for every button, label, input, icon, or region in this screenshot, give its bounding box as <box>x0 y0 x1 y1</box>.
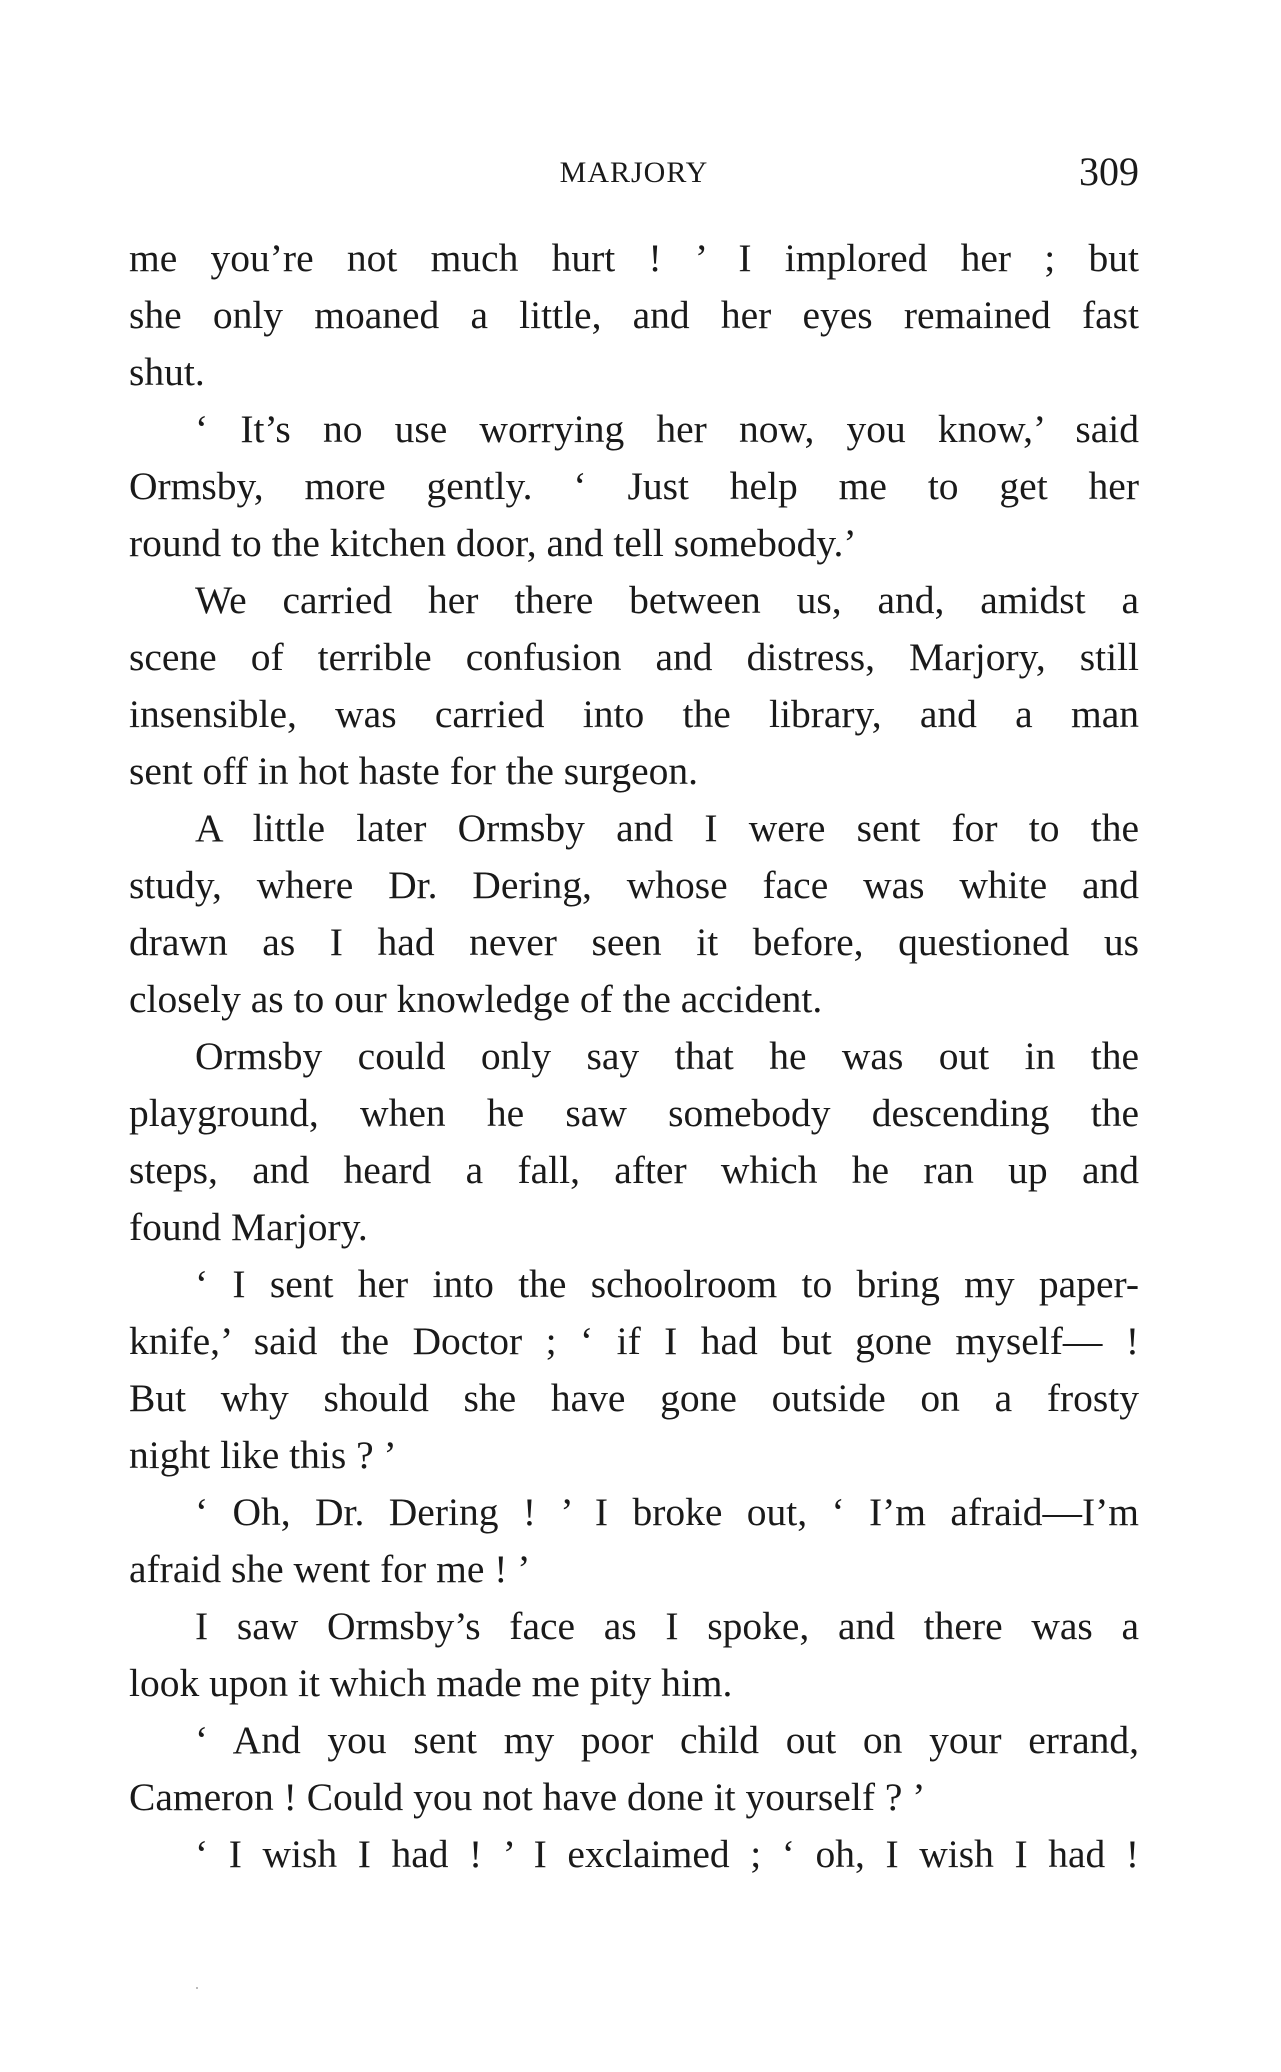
body-text <box>129 230 1139 1883</box>
text-line: sent off in hot haste for the surgeon. <box>129 749 698 793</box>
text-line: playground, when he saw somebody descending the <box>129 1091 1139 1135</box>
text-line: We carried her there between us, and, amidst a <box>195 578 1139 622</box>
page-number: 309 <box>1079 149 1139 194</box>
text-line: scene of terrible confusion and distress, Marjory, still <box>129 635 1139 679</box>
text-line: Cameron ! Could you not have done it yourself ? ’ <box>129 1775 926 1819</box>
running-head <box>129 148 1139 198</box>
text-line: steps, and heard a fall, after which he ran up and <box>129 1148 1139 1192</box>
text-line: look upon it which made me pity him. <box>129 1661 733 1705</box>
text-line: round to the kitchen door, and tell somebody.’ <box>129 521 857 565</box>
text-line: ‘ I sent her into the schoolroom to bring my paper- <box>195 1262 1139 1306</box>
text-line: me you’re not much hurt ! ’ I implored her ; but <box>129 236 1139 280</box>
text-line: insensible, was carried into the library, and a man <box>129 692 1139 736</box>
text-line: Ormsby could only say that he was out in the <box>195 1034 1139 1078</box>
paper-speck <box>196 1987 198 1989</box>
text-line: she only moaned a little, and her eyes remained fast <box>129 293 1139 337</box>
text-line: ‘ It’s no use worrying her now, you know,’ said <box>195 407 1139 451</box>
text-line: ‘ I wish I had ! ’ I exclaimed ; ‘ oh, I wish I had ! <box>195 1832 1139 1876</box>
text-line: knife,’ said the Doctor ; ‘ if I had but gone myself— ! <box>129 1319 1139 1363</box>
text-line: study, where Dr. Dering, whose face was white and <box>129 863 1139 907</box>
text-line: closely as to our knowledge of the accident. <box>129 977 823 1021</box>
text-line: afraid she went for me ! ’ <box>129 1547 531 1591</box>
text-line: Ormsby, more gently. ‘ Just help me to get her <box>129 464 1139 508</box>
text-line: A little later Ormsby and I were sent for to the <box>195 806 1139 850</box>
running-title: MARJORY <box>559 156 709 189</box>
text-line: night like this ? ’ <box>129 1433 397 1477</box>
text-line: ‘ Oh, Dr. Dering ! ’ I broke out, ‘ I’m afraid—I’m <box>195 1490 1139 1534</box>
text-line: But why should she have gone outside on a frosty <box>129 1376 1139 1420</box>
text-line: found Marjory. <box>129 1205 368 1249</box>
text-line: I saw Ormsby’s face as I spoke, and there was a <box>195 1604 1139 1648</box>
text-line: shut. <box>129 350 205 394</box>
text-line: drawn as I had never seen it before, questioned us <box>129 920 1139 964</box>
text-line: ‘ And you sent my poor child out on your errand, <box>195 1718 1139 1762</box>
